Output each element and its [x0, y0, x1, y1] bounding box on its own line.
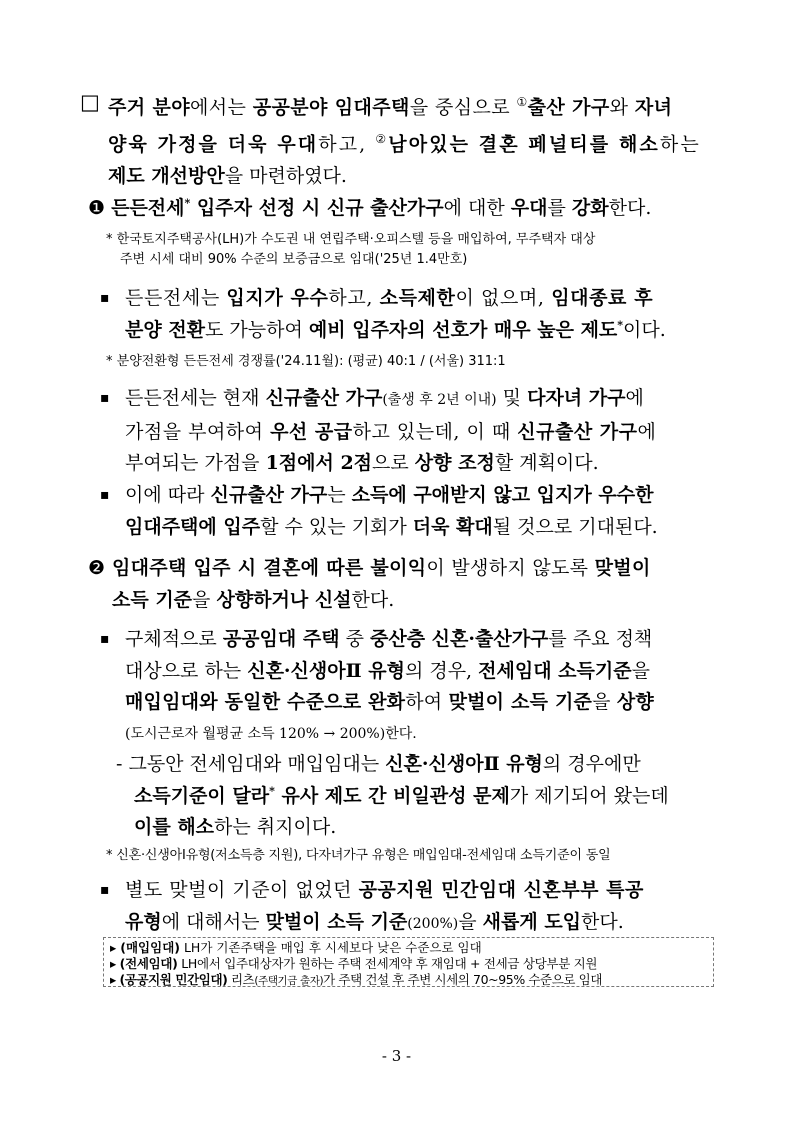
section-1-bullet-3: ▪ 이에 따라 신규출산 가구는 소득에 구애받지 않고 입지가 우수한 임대주택에 입주할 수 있는 기회가 더욱 확대될 것으로 기대된다.	[100, 480, 658, 543]
bullet-square-icon: ▪	[100, 390, 110, 406]
section-2-heading: ❷ 임대주택 입주 시 결혼에 따른 불이익이 발생하지 않도록 맞벌이 소득 기준을 상향하거나 신설한다.	[88, 553, 651, 616]
section-1-footnote-2: * 분양전환형 든든전세 경쟁률('24.11월): (평균) 40:1 / (서울) 311:1	[106, 354, 506, 369]
bullet-square-icon: ▪	[100, 290, 110, 306]
intro-line-2: 양육 가정을 더욱 우대하고, ②남아있는 결혼 페널티를 해소하는	[108, 131, 701, 156]
section-1-bullet-2: ▪ 든든전세는 현재 신규출산 가구(출생 후 2년 이내) 및 다자녀 가구에 가점을 부여하여 우선 공급하고 있는데, 이 때 신규출산 가구에 부여되는 가점을 1점에서 2점으로 상향 조정할 계획이다.	[100, 383, 656, 480]
intro-paragraph	[82, 87, 701, 192]
definition-jeonse-rental: ▸ (전세임대) LH에서 입주대상자가 원하는 주택 전세계약 후 재임대 + 전세금 상당부분 지원	[110, 956, 598, 971]
section-2-bullet-2: ▪ 별도 맞벌이 기준이 없었던 공공지원 민간임대 신혼부부 특공 유형에 대해서는 맞벌이 소득 기준(200%)을 새롭게 도입한다.	[100, 875, 644, 940]
section-1-footnote-1: * 한국토지주택공사(LH)가 수도권 내 연립주택·오피스텔 등을 매입하여, 무주택자 대상 주변 시세 대비 90% 수준의 보증금으로 임대('25년 1.4만호)	[106, 232, 596, 267]
definition-public-private-rental: ▸ (공공지원 민간임대) 리츠(주택기금 출자)가 주택 건설 후 주변 시세의 70~95% 수준으로 임대	[110, 972, 602, 987]
section-1-bullet-1: ▪ 든든전세는 입지가 우수하고, 소득제한이 없으며, 임대종료 후 분양 전환도 가능하여 예비 입주자의 선호가 매우 높은 제도*이다.	[100, 283, 666, 346]
checkbox-square-icon: □	[80, 90, 100, 114]
bullet-square-icon: ▪	[100, 487, 110, 503]
section-2-dash-item: - 그동안 전세임대와 매입임대는 신혼·신생아Ⅱ 유형의 경우에만 소득기준이 달라* 유사 제도 간 비일관성 문제가 제기되어 왔는데 이를 해소하는 취지이다.	[116, 753, 669, 838]
definitions-box	[103, 937, 714, 987]
section-1-heading: ❶ 든든전세* 입주자 선정 시 신규 출산가구에 대한 우대를 강화한다.	[88, 196, 652, 219]
intro-line-3: 제도 개선방안을 마련하였다.	[108, 164, 347, 187]
bullet-square-icon: ▪	[100, 882, 110, 898]
circled-number-2-icon: ❷	[88, 557, 106, 579]
definition-purchase-rental: ▸ (매입임대) LH가 기존주택을 매입 후 시세보다 낮은 수준으로 임대	[110, 940, 482, 955]
intro-line-1: 주거 분야에서는 공공분야 임대주택을 중심으로 ①출산 가구와 자녀	[108, 95, 673, 119]
circled-number-1-icon: ❶	[88, 197, 106, 219]
section-2-bullet-1: ▪ 구체적으로 공공임대 주택 중 중산층 신혼·출산가구를 주요 정책 대상으로 하는 신혼·신생아Ⅱ 유형의 경우, 전세임대 소득기준을 매입임대와 동일한 수준으로 완화하여 맞벌이 소득 기준을 상향 (도시근로자 월평균 소득 120% → 200%)한다.	[100, 624, 654, 750]
page-number: - 3 -	[381, 1047, 412, 1065]
bullet-square-icon: ▪	[100, 631, 110, 647]
section-2-footnote: * 신혼·신생아Ⅰ유형(저소득층 지원), 다자녀가구 유형은 매입임대-전세임대 소득기준이 동일	[106, 848, 611, 863]
